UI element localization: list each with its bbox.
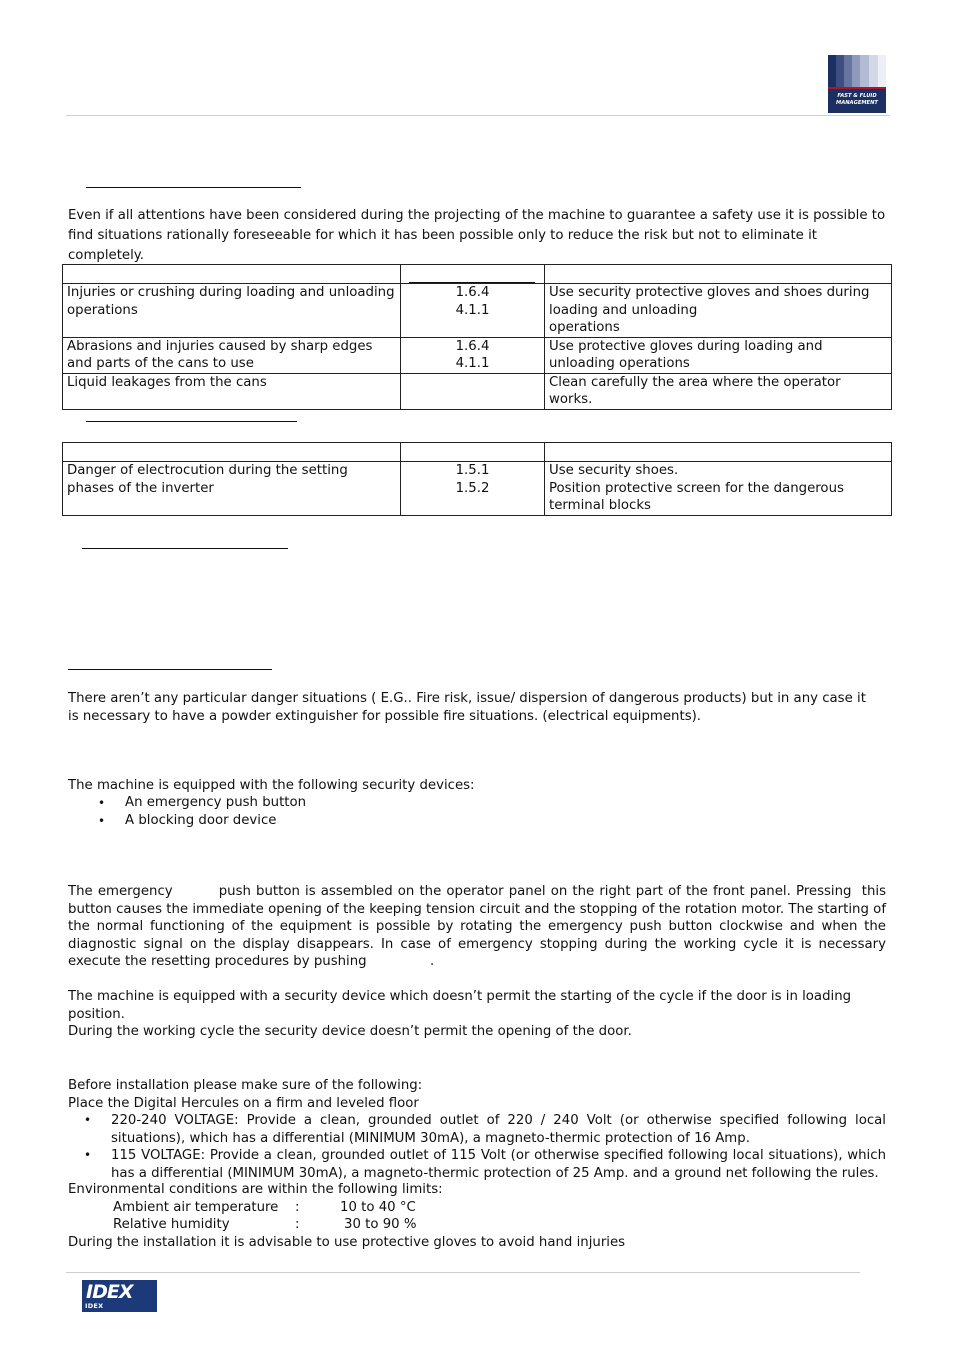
risk-cell: Injuries or crushing during loading and unloading operations xyxy=(63,284,401,338)
reference-cell xyxy=(401,373,545,409)
risk-cell: Danger of electrocution during the setting phases of the inverter xyxy=(63,462,401,516)
door-line-2: During the working cycle the security device doesn’t permit the opening of the door. xyxy=(68,1024,632,1039)
env-row xyxy=(113,1199,513,1217)
table-row xyxy=(63,373,892,409)
door-line-1: The machine is equipped with a security device which doesn’t permit the starting of the cycle if the door is in loading position. xyxy=(68,989,852,1022)
env-sep: : xyxy=(295,1217,300,1232)
section-heading-underline-4 xyxy=(68,669,272,670)
env-row xyxy=(113,1216,513,1234)
risk-cell: Liquid leakages from the cans xyxy=(63,373,401,409)
section-heading-underline-1 xyxy=(86,187,301,188)
list-item: • An emergency push button xyxy=(98,795,307,810)
section-heading-underline-3 xyxy=(82,548,288,549)
header-cell xyxy=(401,443,545,462)
door-paragraph xyxy=(68,988,886,1041)
section-heading-underline-2 xyxy=(86,421,297,422)
header-cell xyxy=(63,265,401,284)
reference-cell: 1.6.4 4.1.1 xyxy=(401,284,545,338)
env-value: 10 to 40 °C xyxy=(340,1200,416,1215)
list-item: • A blocking door device xyxy=(98,813,277,828)
env-intro: Environmental conditions are within the following limits: xyxy=(68,1182,443,1197)
idex-logo xyxy=(82,1280,157,1319)
install-list xyxy=(84,1112,886,1182)
risk-cell: Abrasions and injuries caused by sharp edges and parts of the cans to use xyxy=(63,337,401,373)
list-item: • 115 VOLTAGE: Provide a clean, grounded outlet of 115 Volt (or otherwise specified following local situations), which has a differential (MINIMUM 30mA), a magneto-thermic protection of 25 Amp. and a ground net following the rules. xyxy=(84,1148,886,1181)
table-header-row xyxy=(63,265,892,284)
idex-logo-subtext: IDEX CORPORATION xyxy=(85,1302,142,1319)
list-item: • 220-240 VOLTAGE: Provide a clean, grounded outlet of 220 / 240 Volt (or otherwise specified following local situations), which has a differential (MINIMUM 30mA), a magneto-thermic protection of 16 Amp. xyxy=(84,1113,886,1146)
env-label: Relative humidity xyxy=(113,1217,230,1232)
table-header-row xyxy=(63,443,892,462)
reference-cell: 1.5.1 1.5.2 xyxy=(401,462,545,516)
header-divider xyxy=(66,115,890,116)
header-cell xyxy=(545,443,892,462)
install-line-2: Place the Digital Hercules on a firm and leveled floor xyxy=(68,1095,419,1111)
devices-intro: The machine is equipped with the following security devices: xyxy=(68,778,475,793)
devices-list xyxy=(98,794,798,830)
header-cell xyxy=(63,443,401,462)
fire-paragraph: There aren’t any particular danger situations ( E.G.. Fire risk, issue/ dispersion of dangerous products) but in any case it is necessary to have a powder extinguisher for possible fire situations. (electrical equipments). xyxy=(68,691,866,724)
risk-table-electrical xyxy=(62,442,892,516)
table-row xyxy=(63,337,892,373)
reference-cell: 1.6.4 4.1.1 xyxy=(401,337,545,373)
install-closing: During the installation it is advisable to use protective gloves to avoid hand injuries xyxy=(68,1235,626,1250)
measure-cell: Use security shoes. Position protective screen for the dangerous terminal blocks xyxy=(545,462,892,516)
measure-cell: Use security protective gloves and shoes during loading and unloading operations xyxy=(545,284,892,338)
install-section xyxy=(68,1077,886,1112)
env-value: 30 to 90 % xyxy=(344,1217,417,1232)
intro-paragraph: Even if all attentions have been considered during the projecting of the machine to guarantee a safety use it is possible to find situations rationally foreseeable for which it has been possible only to reduce the risk but not to eliminate it completely. xyxy=(68,208,886,263)
measure-cell: Use protective gloves during loading and unloading operations xyxy=(545,337,892,373)
table-row xyxy=(63,462,892,516)
env-label: Ambient air temperature xyxy=(113,1200,279,1215)
env-sep: : xyxy=(295,1200,300,1215)
fast-fluid-logo xyxy=(828,55,886,113)
header-cell xyxy=(401,265,545,284)
measure-cell: Clean carefully the area where the operator works. xyxy=(545,373,892,409)
fast-fluid-logo-text: FAST & FLUID MANAGEMENT xyxy=(828,89,886,113)
table-row xyxy=(63,284,892,338)
header-cell xyxy=(545,265,892,284)
install-line-1: Before installation please make sure of the following: xyxy=(68,1078,423,1093)
emergency-paragraph: The emergency push button is assembled on the operator panel on the right part of the front panel. Pressing this button causes the immediate opening of the keeping tension circuit and the stopping of the rotation motor. The starting of the normal functioning of the equipment is possible by rotating the emergency push button clockwise and when the diagnostic signal on the display disappears. In case of emergency stopping during the working cycle it is necessary execute the resetting procedures by pushing . xyxy=(68,884,891,969)
footer-divider xyxy=(66,1272,860,1273)
idex-logo-text: IDEX xyxy=(86,1281,133,1303)
risk-table-mechanical xyxy=(62,264,892,410)
